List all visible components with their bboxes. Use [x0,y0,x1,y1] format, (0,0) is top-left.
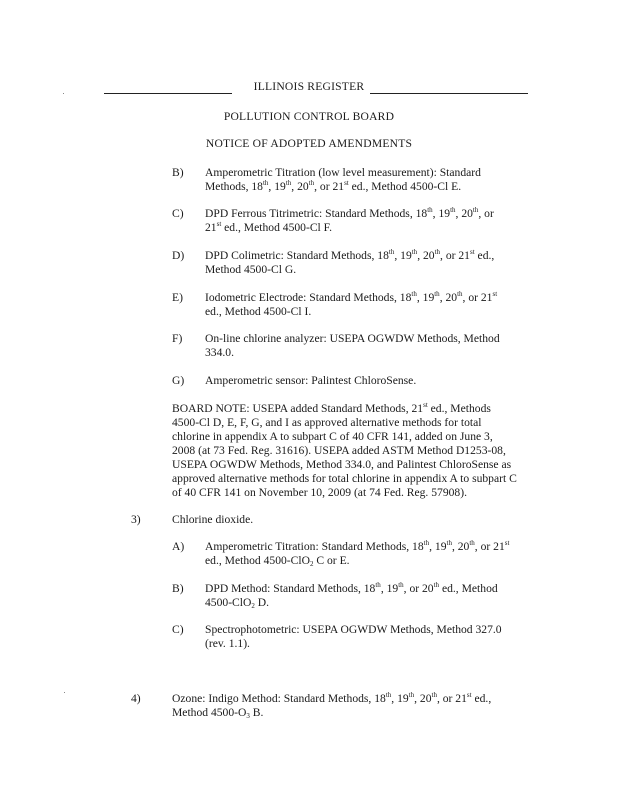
section-4-number: 4) [131,692,141,705]
item-3c-line-2: (rev. 1.1). [205,637,250,650]
item-d-text [205,249,494,277]
item-3b-text [205,582,498,610]
item-f-text [205,332,500,360]
section-4-line-2: Method $4500-O_3$ B. [172,706,264,720]
board-note [172,402,517,500]
item-c-line-1: DPD Ferrous Titrimetric: Standard Methods, 18th, 19th, 20th, or [205,206,494,220]
item-3c-label: C) [172,623,184,636]
item-3c-text [205,623,502,651]
item-f-line-1: On-line chlorine analyzer: USEPA OGWDW Methods, Method [205,332,500,345]
section-4-text [172,692,491,720]
item-3c-line-1: Spectrophotometric: USEPA OGWDW Methods, Method 327.0 [205,623,502,636]
board-note-line: USEPA OGWDW Methods, Method 334.0, and Palintest ChloroSense as [172,458,512,471]
board-note-line: 2008 (at 73 Fed. Reg. 31616). USEPA added ASTM Method D1253-08, [172,444,506,457]
board-title: POLLUTION CONTROL BOARD [223,110,395,123]
notice-title: NOTICE OF ADOPTED AMENDMENTS [205,137,413,150]
item-d-line-2: Method 4500-Cl G. [205,263,297,276]
item-b-label: B) [172,166,184,179]
board-note-line: 4500-Cl D, E, F, G, and I as approved alternative methods for total [172,416,482,429]
item-b-line-1: Amperometric Titration (low level measurement): Standard [205,166,481,179]
item-3b-line-2: 4500-ClO$_2$ D. [205,596,270,610]
item-d-line-1: DPD Colimetric: Standard Methods, 18th, 19th, 20th, or 21st ed., [205,248,495,262]
item-b-line-2: Methods, 18th, 19th, 20th, or 21st ed., Method 4500-Cl E. [205,179,462,193]
item-b-text [205,166,481,194]
section-4-line-1: Ozone: Indigo Method: Standard Methods, 18th, 19th, 20th, or 21st ed., [172,691,492,705]
section-3-number: 3) [131,513,141,526]
item-e-line-1: Iodometric Electrode: Standard Methods, 18th, 19th, 20th, or 21st [205,290,498,304]
board-note-line: chlorine in appendix A to subpart C of 40 CFR 141, added on June 3, [172,430,493,443]
item-g-text [205,374,416,388]
item-3a-line-2: ed., Method 4500-ClO$_2$ C or E. [205,554,350,568]
item-g-line-1: Amperometric sensor: Palintest ChloroSense. [205,374,417,387]
item-3a-label: A) [172,540,185,553]
board-note-line: approved alternative methods for total chlorine in appendix A to subpart C [172,472,517,485]
item-f-line-2: 334.0. [205,346,234,359]
item-f-label: F) [172,332,183,345]
item-3b-line-1: DPD Method: Standard Methods, 18th, 19th, or 20th ed., Method [205,581,498,595]
scan-speck [63,93,64,94]
item-c-line-2: 21st ed., Method 4500-Cl F. [205,220,333,234]
item-3a-line-1: Amperometric Titration: Standard Methods, 18th, 19th, 20th, or 21st [205,539,510,553]
scan-speck [64,692,65,693]
register-title: ILLINOIS REGISTER [253,80,365,93]
item-3b-label: B) [172,582,184,595]
board-note-line: of 40 CFR 141 on November 10, 2009 (at 74 Fed. Reg. 57908). [172,486,467,499]
item-d-label: D) [172,249,185,262]
board-note-line: BOARD NOTE: USEPA added Standard Methods, 21st ed., Methods [172,401,491,415]
item-e-line-2: ed., Method 4500-Cl I. [205,305,312,318]
item-c-text [205,207,494,235]
item-e-text [205,291,497,319]
section-3-title: Chlorine dioxide. [172,513,254,526]
item-e-label: E) [172,291,183,304]
item-g-label: G) [172,374,185,387]
item-3a-text [205,540,509,568]
item-c-label: C) [172,207,184,220]
